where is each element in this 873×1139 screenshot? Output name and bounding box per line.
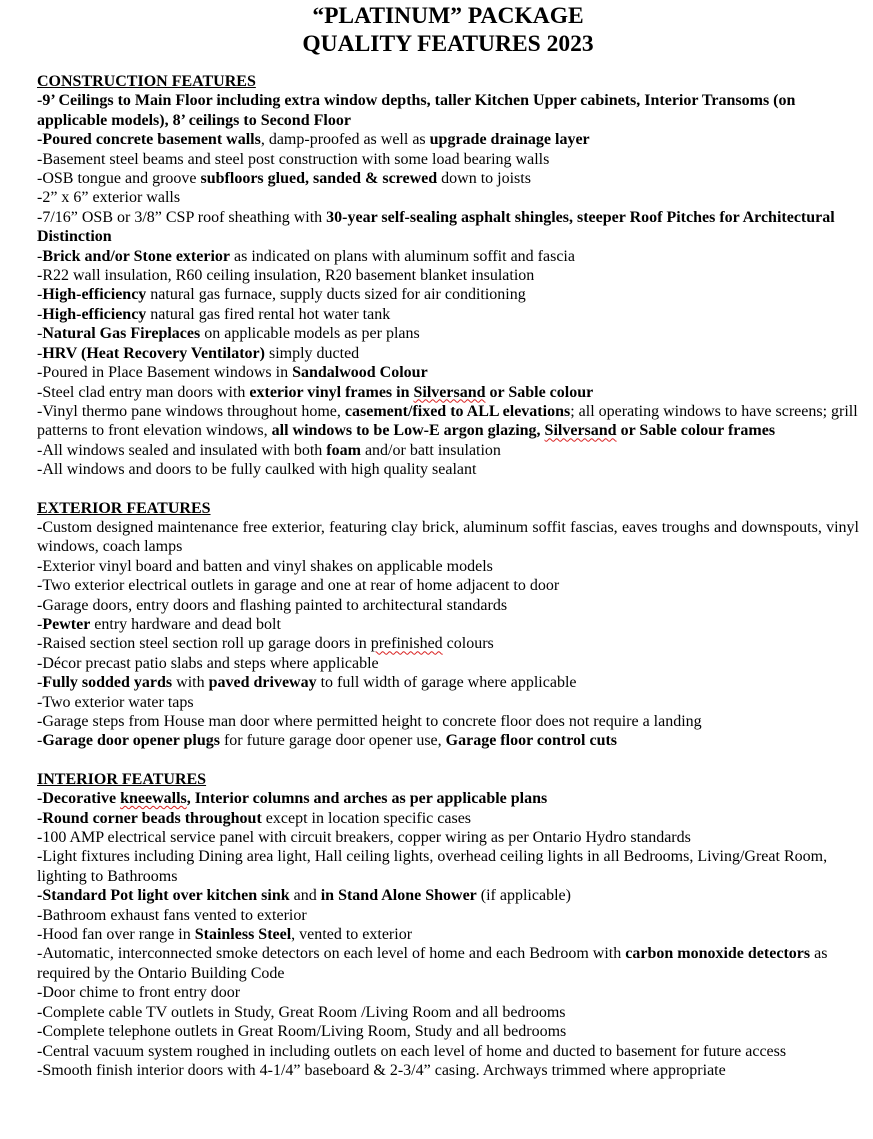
feature-text: -Garage steps from House man door where permitted height to concrete floor does not require a landing xyxy=(37,713,702,730)
feature-item xyxy=(37,441,859,460)
feature-text: -Central vacuum system roughed in including outlets on each level of home and ducted to basement for future access xyxy=(37,1042,787,1060)
feature-item xyxy=(37,847,859,886)
feature-text: - xyxy=(37,732,43,750)
feature-text: exterior vinyl frames in xyxy=(249,383,414,401)
feature-item xyxy=(37,809,859,828)
feature-text: -Complete cable TV outlets in Study, Great Room /Living Room and all bedrooms xyxy=(37,1003,566,1021)
feature-item xyxy=(37,1022,859,1041)
feature-item xyxy=(37,925,859,944)
feature-text: and/or batt insulation xyxy=(360,441,501,459)
feature-text: -Custom designed maintenance free exterior, featuring clay brick, aluminum soffit fascias, eaves troughs and downspouts, vinyl windows, coach lamps xyxy=(37,518,859,556)
section-heading: INTERIOR FEATURES xyxy=(37,770,207,788)
spellcheck-word: prefinished xyxy=(370,635,443,653)
section-heading: CONSTRUCTION FEATURES xyxy=(37,73,256,90)
feature-text: as required by the Ontario Building Code xyxy=(37,945,828,982)
feature-item xyxy=(37,208,859,247)
feature-text: Garage door opener plugs xyxy=(42,732,220,750)
feature-item xyxy=(37,906,859,925)
feature-item xyxy=(37,886,859,905)
feature-text: for future garage door opener use, xyxy=(219,732,446,750)
feature-text: except in location specific cases xyxy=(261,809,472,827)
feature-text: or Sable colour xyxy=(485,383,594,401)
feature-text: with xyxy=(172,674,209,692)
feature-item xyxy=(37,363,859,382)
feature-text: entry hardware and dead bolt xyxy=(90,615,281,633)
feature-text: -Light fixtures including Dining area light, Hall ceiling lights, overhead ceiling lights in all Bedrooms, Living/Great Room, lighting to Bathrooms xyxy=(37,848,828,885)
feature-item xyxy=(37,731,859,750)
feature-text: as indicated on plans with aluminum soffit and fascia xyxy=(230,247,575,265)
feature-text: -OSB tongue and groove xyxy=(37,170,201,188)
feature-text: - xyxy=(37,286,43,304)
feature-item xyxy=(37,712,859,731)
feature-item xyxy=(37,1042,859,1061)
feature-text: , vented to exterior xyxy=(291,926,413,944)
feature-text: - xyxy=(37,325,43,343)
feature-item xyxy=(37,557,859,576)
feature-text: upgrade drainage layer xyxy=(429,131,590,149)
feature-text: Sandalwood Colour xyxy=(292,364,428,382)
feature-text: or Sable colour frames xyxy=(616,422,776,440)
feature-text: Pewter xyxy=(42,615,91,633)
feature-text: -Basement steel beams and steel post construction with some load bearing walls xyxy=(37,150,550,168)
feature-item xyxy=(37,1061,859,1080)
feature-item xyxy=(37,266,859,285)
feature-item xyxy=(37,518,859,557)
feature-text: -Poured in Place Basement windows in xyxy=(37,364,293,382)
feature-text: -R22 wall insulation, R60 ceiling insulation, R20 basement blanket insulation xyxy=(37,267,535,285)
feature-text: - xyxy=(37,305,43,323)
feature-text: paved driveway xyxy=(208,674,317,692)
feature-item xyxy=(37,324,859,343)
feature-item xyxy=(37,944,859,983)
feature-text: Garage floor control cuts xyxy=(445,732,618,750)
feature-text: (if applicable) xyxy=(476,887,571,905)
feature-list xyxy=(37,518,859,751)
feature-text: -Steel clad entry man doors with xyxy=(37,383,250,401)
title-line-1: “PLATINUM” PACKAGE xyxy=(312,3,584,29)
feature-text: -Complete telephone outlets in Great Room/Living Room, Study and all bedrooms xyxy=(37,1023,567,1041)
section-interior xyxy=(37,770,859,1081)
feature-item xyxy=(37,576,859,595)
feature-text: to full width of garage where applicable xyxy=(316,674,577,692)
feature-item xyxy=(37,285,859,304)
feature-text: casement/fixed to ALL elevations xyxy=(344,402,571,420)
feature-text: - xyxy=(37,615,43,633)
feature-text: -Decorative xyxy=(37,790,121,808)
feature-text: carbon monoxide detectors xyxy=(625,945,811,963)
feature-text: -100 AMP electrical service panel with circuit breakers, copper wiring as per Ontario Hydro standards xyxy=(37,829,691,847)
section-construction xyxy=(37,72,859,480)
feature-item xyxy=(37,789,859,808)
feature-text: colours xyxy=(442,635,494,653)
feature-text: -9’ Ceilings to Main Floor including extra window depths, taller Kitchen Upper cabinets, Interior Transoms (on applicable models), 8’ ceilings to Second Floor xyxy=(37,92,796,129)
feature-text: ; all operating windows to have screens; grill patterns to front elevation windows, xyxy=(37,402,858,440)
feature-text: Fully sodded yards xyxy=(42,674,173,692)
feature-text: Natural Gas Fireplaces xyxy=(42,325,201,343)
feature-item xyxy=(37,305,859,324)
document-page xyxy=(37,0,859,1080)
feature-text: -Vinyl thermo pane windows throughout home, xyxy=(37,402,345,420)
feature-text: -2” x 6” exterior walls xyxy=(37,189,181,207)
feature-text: -Two exterior water taps xyxy=(37,693,194,711)
feature-text: - xyxy=(37,674,43,692)
feature-text: down to joists xyxy=(437,170,531,188)
section-exterior xyxy=(37,499,859,751)
feature-item xyxy=(37,150,859,169)
feature-item xyxy=(37,828,859,847)
feature-text: all windows to be Low-E argon glazing, xyxy=(271,422,545,440)
feature-text: -Exterior vinyl board and batten and vinyl shakes on applicable models xyxy=(37,557,493,575)
feature-item xyxy=(37,634,859,653)
feature-item xyxy=(37,615,859,634)
feature-text: HRV (Heat Recovery Ventilator) xyxy=(42,344,265,362)
feature-text: -Smooth finish interior doors with 4-1/4” baseboard & 2-3/4” casing. Archways trimmed where appropriate xyxy=(37,1061,726,1079)
spellcheck-word: kneewalls xyxy=(120,790,187,808)
spellcheck-word: Silversand xyxy=(413,383,486,401)
feature-text: -Automatic, interconnected smoke detectors on each level of home and each Bedroom with xyxy=(37,945,626,963)
feature-item xyxy=(37,130,859,149)
feature-text: -Round corner beads throughout xyxy=(37,809,262,827)
feature-text: Brick and/or Stone exterior xyxy=(42,247,231,265)
feature-text: -Garage doors, entry doors and flashing painted to architectural standards xyxy=(37,596,508,614)
document-title xyxy=(37,2,859,58)
feature-text: -All windows sealed and insulated with both xyxy=(37,441,327,459)
feature-item xyxy=(37,402,859,441)
feature-text: 30-year self-sealing asphalt shingles, steeper Roof Pitches for Architectural Distinction xyxy=(37,208,835,246)
feature-item xyxy=(37,1003,859,1022)
feature-text: foam xyxy=(326,441,361,459)
feature-item xyxy=(37,247,859,266)
section-heading: EXTERIOR FEATURES xyxy=(37,499,211,517)
feature-item xyxy=(37,344,859,363)
feature-text: Stainless Steel xyxy=(194,926,292,944)
feature-text: -Poured concrete basement walls xyxy=(37,131,261,149)
feature-text: subfloors glued, sanded & screwed xyxy=(200,170,438,188)
feature-item xyxy=(37,693,859,712)
feature-text: High-efficiency xyxy=(42,305,147,323)
feature-text: -Hood fan over range in xyxy=(37,926,195,944)
feature-text: -Bathroom exhaust fans vented to exterior xyxy=(37,906,307,924)
feature-text: -All windows and doors to be fully caulked with high quality sealant xyxy=(37,461,477,479)
feature-text: -Two exterior electrical outlets in garage and one at rear of home adjacent to door xyxy=(37,577,560,595)
feature-item xyxy=(37,91,859,130)
feature-text: -Décor precast patio slabs and steps where applicable xyxy=(37,654,379,672)
feature-text: natural gas fired rental hot water tank xyxy=(146,305,391,323)
feature-item xyxy=(37,983,859,1002)
feature-text: High-efficiency xyxy=(42,286,147,304)
feature-text: -Raised section steel section roll up garage doors in xyxy=(37,635,371,653)
feature-text: -7/16” OSB or 3/8” CSP roof sheathing with xyxy=(37,208,327,226)
feature-text: on applicable models as per plans xyxy=(200,325,420,343)
feature-text: -Standard Pot light over kitchen sink xyxy=(37,887,290,905)
feature-item xyxy=(37,169,859,188)
feature-item xyxy=(37,383,859,402)
feature-item xyxy=(37,673,859,692)
feature-item xyxy=(37,188,859,207)
feature-text: natural gas furnace, supply ducts sized for air conditioning xyxy=(146,286,526,304)
feature-item xyxy=(37,460,859,479)
feature-text: - xyxy=(37,247,43,265)
feature-list xyxy=(37,789,859,1080)
feature-item xyxy=(37,654,859,673)
feature-text: , Interior columns and arches as per applicable plans xyxy=(186,790,548,808)
feature-item xyxy=(37,596,859,615)
feature-text: simply ducted xyxy=(264,344,360,362)
feature-text: , damp-proofed as well as xyxy=(260,131,430,149)
feature-text: -Door chime to front entry door xyxy=(37,984,241,1002)
spellcheck-word: Silversand xyxy=(544,422,617,440)
feature-text: and xyxy=(289,887,321,905)
feature-list xyxy=(37,91,859,479)
feature-text: in Stand Alone Shower xyxy=(320,887,477,905)
feature-text: - xyxy=(37,344,43,362)
title-line-2: QUALITY FEATURES 2023 xyxy=(302,31,594,57)
